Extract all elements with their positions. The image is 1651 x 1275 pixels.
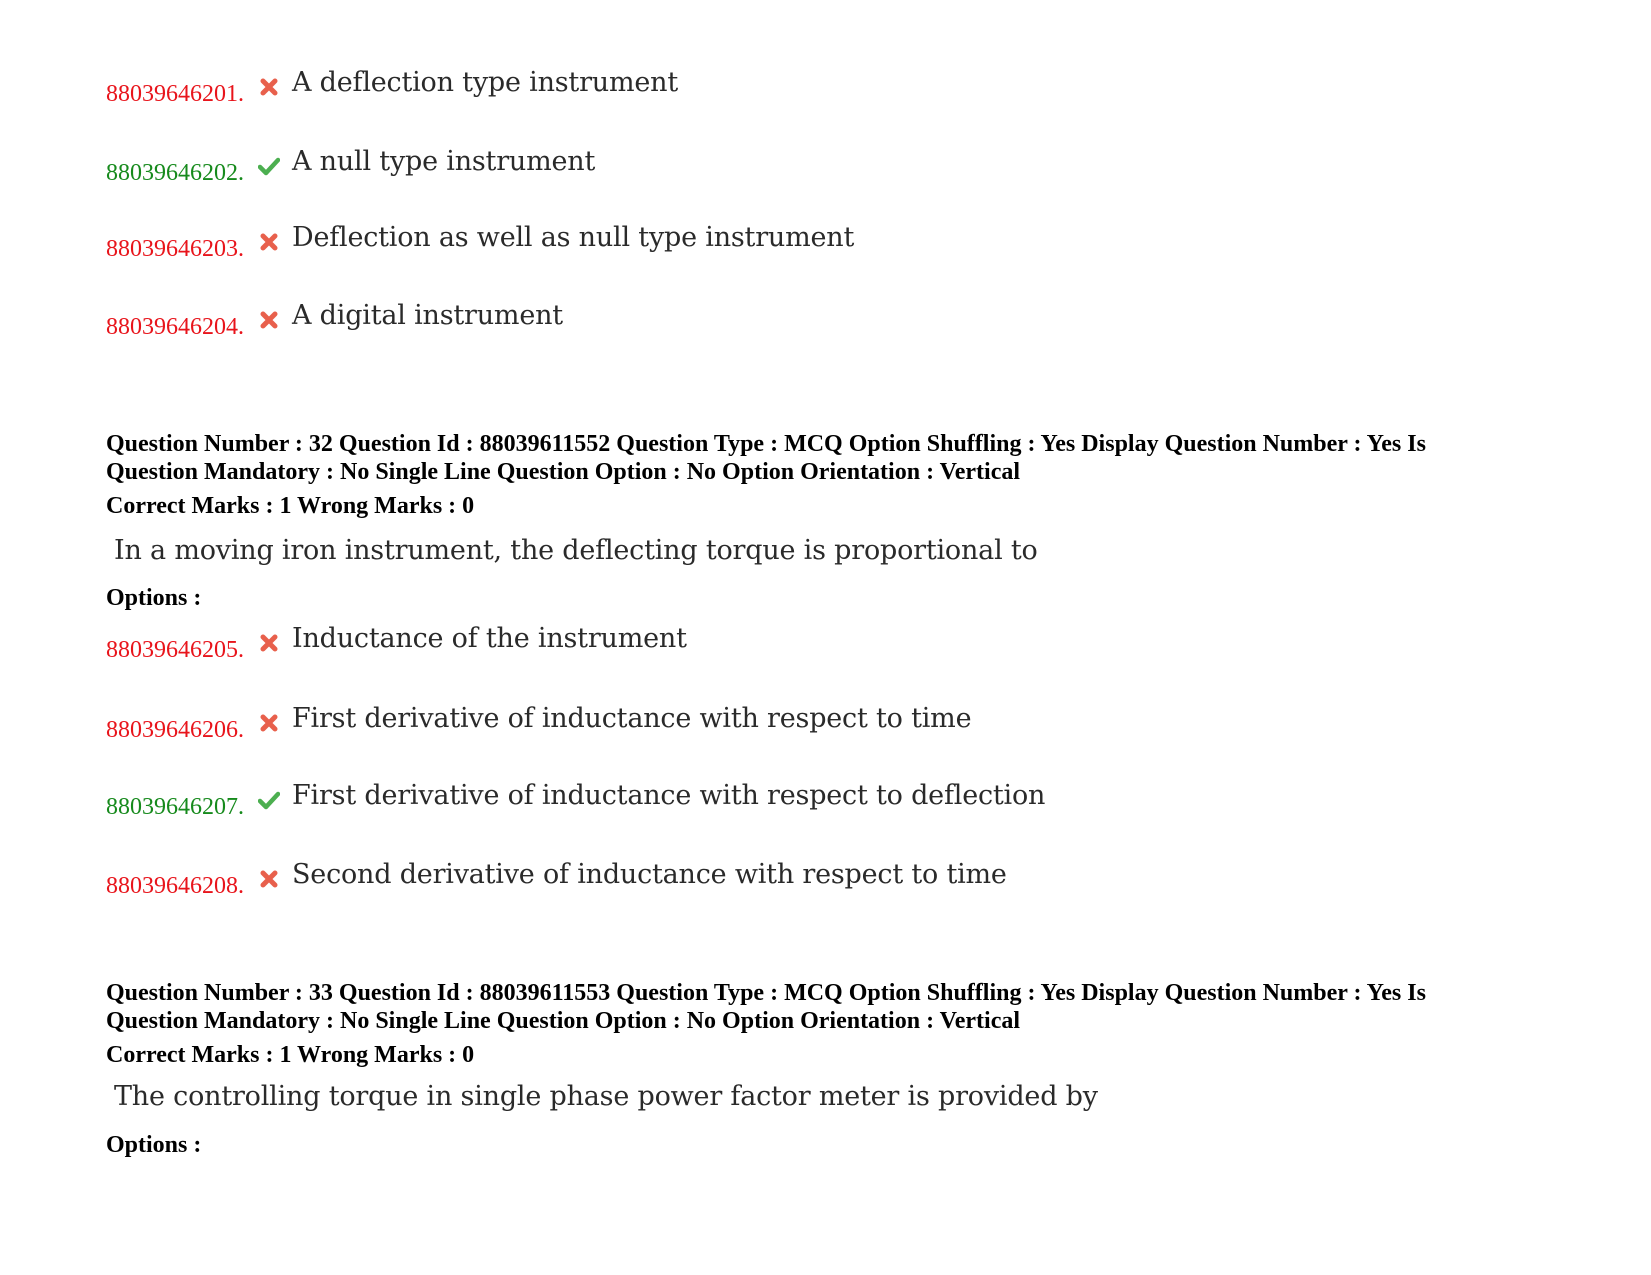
- question-text: In a moving iron instrument, the deflecting torque is proportional to: [114, 535, 1038, 566]
- wrong-cross-icon: [258, 868, 280, 890]
- option-text: Second derivative of inductance with respect to time: [292, 859, 1007, 890]
- option-text: Inductance of the instrument: [292, 623, 687, 654]
- option-text: First derivative of inductance with respect to time: [292, 703, 972, 734]
- correct-check-icon: [258, 155, 280, 177]
- wrong-cross-icon: [258, 76, 280, 98]
- wrong-cross-icon: [258, 231, 280, 253]
- correct-check-icon: [258, 789, 280, 811]
- wrong-cross-icon: [258, 632, 280, 654]
- options-label: Options :: [106, 1132, 202, 1158]
- wrong-cross-icon: [258, 712, 280, 734]
- question-text: The controlling torque in single phase power factor meter is provided by: [114, 1081, 1098, 1112]
- question-meta-line: Question Number : 32 Question Id : 88039611552 Question Type : MCQ Option Shuffling : Yes Display Question Number : Yes Is: [106, 431, 1426, 457]
- option-id: 88039646208.: [106, 873, 244, 899]
- question-meta-line: Question Mandatory : No Single Line Question Option : No Option Orientation : Vertical: [106, 459, 1021, 485]
- option-id: 88039646204.: [106, 314, 244, 340]
- option-text: A digital instrument: [292, 300, 563, 331]
- option-id: 88039646207.: [106, 794, 244, 820]
- question-marks: Correct Marks : 1 Wrong Marks : 0: [106, 493, 475, 519]
- question-meta-line: Question Mandatory : No Single Line Question Option : No Option Orientation : Vertical: [106, 1008, 1021, 1034]
- option-id: 88039646206.: [106, 717, 244, 743]
- options-label: Options :: [106, 585, 202, 611]
- option-text: A deflection type instrument: [292, 67, 678, 98]
- option-id: 88039646202.: [106, 160, 244, 186]
- wrong-cross-icon: [258, 309, 280, 331]
- question-marks: Correct Marks : 1 Wrong Marks : 0: [106, 1042, 475, 1068]
- option-id: 88039646203.: [106, 236, 244, 262]
- option-text: First derivative of inductance with respect to deflection: [292, 780, 1046, 811]
- question-meta-line: Question Number : 33 Question Id : 88039611553 Question Type : MCQ Option Shuffling : Yes Display Question Number : Yes Is: [106, 980, 1426, 1006]
- option-text: Deflection as well as null type instrument: [292, 222, 855, 253]
- option-id: 88039646201.: [106, 81, 244, 107]
- option-id: 88039646205.: [106, 637, 244, 663]
- option-text: A null type instrument: [292, 146, 596, 177]
